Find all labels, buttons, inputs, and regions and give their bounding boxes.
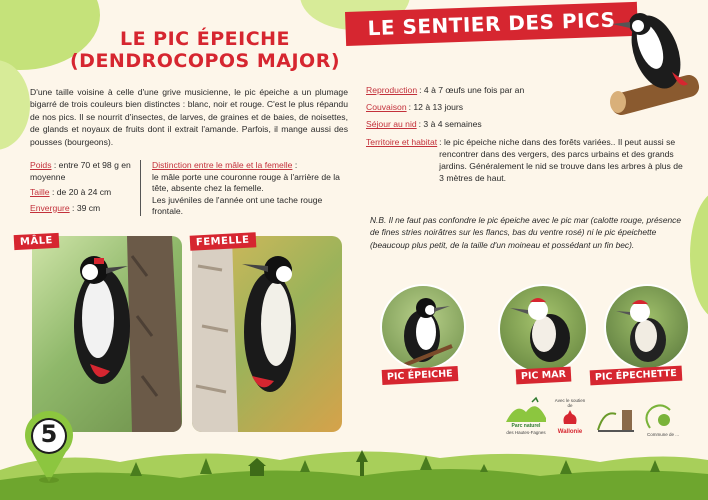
note-paragraph: N.B. Il ne faut pas confondre le pic épeiche avec le pic mar (calotte rouge, présence de fines stries noirâtres sur les flancs, bas du ventre rosé) ni le pic épeichette (beaucoup plus petit, de la taille d'un moineau et possédant un fin bec).	[370, 215, 681, 250]
rooster-icon	[560, 408, 580, 428]
caption-pic-epeichette: PIC ÉPECHETTE	[590, 366, 682, 386]
fact-reproduction: Reproduction : 4 à 7 œufs une fois par an	[366, 85, 525, 95]
divider	[140, 160, 141, 216]
castle-icon	[594, 400, 638, 436]
fact-sejour: Séjour au nid : 3 à 4 semaines	[366, 119, 482, 130]
caption-pic-mar: PIC MAR	[516, 367, 572, 385]
green-blob-mid-left	[0, 60, 30, 150]
distinction-block: Distinction entre le mâle et la femelle : le mâle porte une couronne rouge à l'arrière de la tête, absente chez la femelle. Les juvéniles de l'année ont une tache rouge frontale.	[152, 160, 348, 218]
pic-epeiche-illustration	[382, 286, 466, 370]
pic-epeichette-photo	[604, 284, 690, 370]
title-line-1: LE PIC ÉPEICHE	[119, 28, 291, 50]
landscape-silhouette	[0, 440, 708, 500]
title-line-2: (DENDROCOPOS MAJOR)	[70, 50, 341, 72]
pic-epeiche-photo	[380, 284, 466, 370]
distinction-label: Distinction entre le mâle et la femelle	[152, 160, 293, 170]
female-woodpecker-photo	[192, 236, 342, 432]
distinction-text-2: Les juvéniles de l'année ont une tache rouge frontale.	[152, 194, 323, 216]
parc-naturel-icon	[504, 396, 548, 424]
male-woodpecker-illustration	[32, 236, 182, 432]
male-woodpecker-photo	[32, 236, 182, 432]
pic-mar-illustration	[500, 286, 588, 374]
banner-text: LE SENTIER DES PICS	[367, 7, 616, 41]
female-woodpecker-illustration	[192, 236, 342, 432]
parc-naturel-logo	[504, 396, 548, 440]
parc-logo-line-2: des Hautes-Fagnes	[506, 430, 546, 435]
stat-poids: Poids : entre 70 et 98 g en moyenne	[30, 160, 131, 182]
pic-mar-photo	[498, 284, 588, 374]
stat-envergure: Envergure : 39 cm	[30, 202, 101, 213]
stat-taille: Taille : de 20 à 24 cm	[30, 187, 112, 197]
marker-number: 5	[40, 420, 58, 448]
pic-epeichette-illustration	[606, 286, 690, 370]
municipality-logo	[594, 400, 638, 436]
fact-couvaison: Couvaison : 12 à 13 jours	[366, 102, 464, 113]
caption-pic-epeiche: PIC ÉPEICHE	[382, 366, 458, 385]
commune-text: Commune de ...	[646, 432, 679, 437]
wallonie-logo	[552, 398, 588, 442]
distinction-text-1: le mâle porte une couronne rouge à l'arrière de la tête, absente chez la femelle.	[152, 171, 340, 193]
page-title	[70, 28, 340, 72]
location-marker	[18, 404, 80, 484]
intro-paragraph: D'une taille voisine à celle d'une grive musicienne, le pic épeiche a un plumage bigarré de trois couleurs bien distinctes : blanc, noir et rouge. C'est le plus répandu de nos pics. Il se nourrit d'insectes, de larves, de graines et de baies, de noisettes, de glands et noyaux de fruits dont il extrait l'amande. Parfois, il mange aussi des pousses (bourgeons).	[30, 87, 348, 147]
wallonie-pre-text: Avec le soutien de	[554, 398, 586, 408]
parc-logo-line-1: Parc naturel	[511, 423, 541, 429]
wallonie-text: Wallonie	[557, 429, 583, 435]
facts-block	[366, 84, 688, 184]
male-tag: MÂLE	[14, 233, 60, 250]
green-blob-right	[690, 190, 708, 320]
fact-territoire: Territoire et habitat : le pic épeiche niche dans des forêts variées.. Il peut aussi se rencontrer dans des vergers, des parcs urbains et des grands jardins. Généralement le nid se trouve dans les arbres à plus de 3 mètres de haut.	[366, 136, 683, 184]
commune-logo	[640, 402, 686, 442]
commune-icon	[640, 402, 686, 432]
stats-block	[30, 160, 140, 218]
female-tag: FEMELLE	[190, 232, 256, 250]
